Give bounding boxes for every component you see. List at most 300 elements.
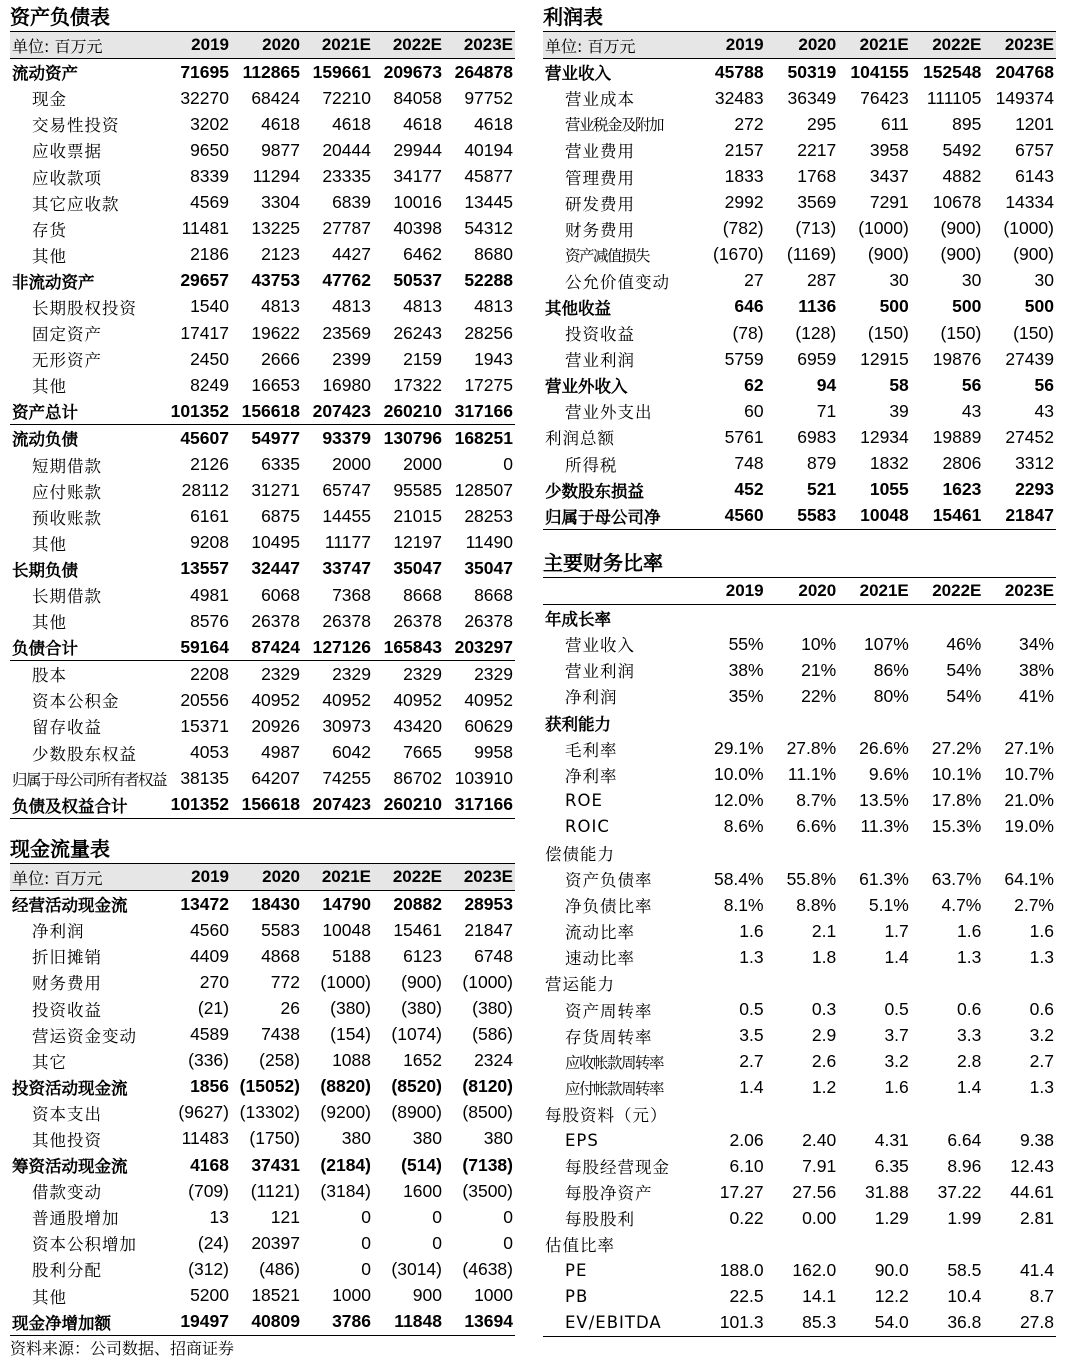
cell-value: 4813	[403, 296, 442, 317]
row-label: 短期借款	[32, 456, 102, 476]
cell-value: 22%	[801, 685, 837, 706]
row-label: 股利分配	[32, 1261, 102, 1281]
cell-value: 93379	[322, 427, 371, 448]
cell-value: 6.35	[874, 1155, 909, 1176]
cell-value: 380	[341, 1128, 371, 1149]
cell-value: 80%	[873, 685, 909, 706]
row-label: 其它	[32, 1052, 67, 1072]
cell-value	[838, 840, 911, 866]
cell-value: 209673	[383, 61, 442, 82]
year-header: 2019	[725, 581, 764, 601]
row-label: 应付账款	[32, 482, 102, 502]
cell-value: 76423	[860, 87, 909, 108]
cell-value: 646	[734, 296, 764, 317]
table-row	[543, 503, 1056, 530]
cell-value: 0.5	[884, 999, 909, 1020]
row-label: 净负债比率	[565, 897, 653, 917]
table-row	[543, 683, 1056, 709]
table-row	[543, 216, 1056, 242]
table-row	[10, 1230, 515, 1256]
table-row	[543, 1257, 1056, 1283]
year-header: 2019	[191, 35, 229, 55]
cell-value: 4560	[190, 919, 229, 940]
row-label: ROE	[565, 791, 603, 811]
cell-value: 260210	[373, 792, 444, 819]
row-label: 少数股东损益	[545, 481, 644, 501]
table-row	[10, 425, 515, 452]
row-label: 经营活动现金流	[12, 896, 128, 916]
cell-value: 32270	[180, 87, 229, 108]
cell-value: 27439	[1005, 348, 1054, 369]
row-label: 资本公积金	[32, 692, 120, 712]
cell-value: 11490	[465, 532, 513, 553]
year-header: 2021E	[859, 581, 909, 601]
cell-value: 500	[879, 296, 909, 317]
cell-value: 287	[806, 270, 837, 291]
cell-value: 2186	[190, 244, 229, 265]
cell-value: 6875	[261, 506, 300, 527]
cell-value: 34%	[1018, 633, 1054, 654]
cell-value: 23569	[322, 322, 371, 343]
year-header: 2022E	[932, 35, 982, 55]
cell-value: 156618	[231, 398, 302, 425]
cell-value: 5.1%	[868, 894, 909, 915]
cell-value: 29.1%	[713, 738, 764, 759]
row-label: 资产周转率	[565, 1001, 653, 1021]
table-row	[543, 840, 1056, 866]
unit-label: 单位: 百万元	[545, 36, 636, 56]
cell-value: 19.0%	[1004, 816, 1054, 837]
cell-value: 26378	[393, 610, 442, 631]
cell-value: (900)	[1013, 244, 1054, 265]
cell-value: 40194	[464, 139, 513, 160]
row-label: 归属于母公司净	[543, 503, 693, 530]
cell-value: 20882	[393, 893, 442, 914]
year-header: 2023E	[463, 35, 513, 55]
row-label: 其他	[32, 1287, 67, 1307]
cell-value: (1169)	[786, 244, 837, 265]
cell-value: 611	[880, 113, 909, 134]
cell-value: 5492	[942, 139, 982, 160]
table-row	[543, 892, 1056, 918]
cell-value: (7138)	[462, 1154, 513, 1175]
cell-value: 3312	[1015, 453, 1054, 474]
cell-value: 0	[361, 1258, 371, 1279]
cell-value: 40398	[393, 218, 442, 239]
table-row	[10, 661, 515, 688]
cell-value: 1600	[403, 1180, 442, 1201]
cell-value: 54977	[251, 427, 300, 448]
table-row	[543, 137, 1056, 163]
balance-sheet-title: 资产负债表	[10, 2, 515, 32]
row-label: PB	[565, 1287, 589, 1307]
cell-value: 1768	[797, 166, 837, 187]
cell-value: 13445	[464, 192, 513, 213]
cell-value: (1670)	[713, 244, 764, 265]
cell-value: 2293	[1015, 479, 1054, 500]
cell-value: 27.56	[792, 1181, 837, 1202]
cell-value: 2.7	[1029, 1051, 1054, 1072]
year-header: 2020	[798, 35, 837, 55]
cell-value: 207423	[302, 398, 373, 425]
table-row	[543, 1101, 1056, 1127]
table-header-row	[10, 32, 515, 59]
cell-value: 22.5	[729, 1286, 764, 1307]
cell-value: (380)	[401, 998, 442, 1019]
cell-value: 3.2	[884, 1051, 909, 1072]
row-label: 长期股权投资	[32, 298, 137, 318]
cell-value	[693, 970, 766, 996]
row-label: 公允价值变动	[565, 272, 670, 292]
cell-value: 35%	[728, 685, 764, 706]
cell-value: 60	[744, 400, 764, 421]
row-label: 负债及权益合计	[10, 792, 160, 819]
cell-value: 16980	[322, 374, 371, 395]
cell-value: (8820)	[320, 1076, 371, 1097]
cell-value	[911, 970, 984, 996]
cell-value: 103910	[454, 768, 513, 789]
balance-sheet-table	[10, 32, 515, 819]
cell-value: 1.3	[1029, 946, 1054, 967]
year-header: 2023E	[1004, 581, 1054, 601]
cell-value: 10016	[393, 192, 442, 213]
cell-value: 6335	[261, 454, 300, 475]
cell-value: 1.7	[884, 920, 909, 941]
table-row	[543, 398, 1056, 424]
cell-value: 1.99	[947, 1207, 982, 1228]
cell-value: 54%	[946, 659, 982, 680]
cell-value: 13694	[444, 1309, 515, 1336]
year-header: 2019	[191, 867, 229, 887]
row-label: 长期负债	[12, 560, 78, 580]
cell-value: 30	[1034, 270, 1054, 291]
cell-value: 6839	[332, 192, 371, 213]
cell-value: 3569	[797, 192, 837, 213]
cell-value: 63.7%	[931, 868, 982, 889]
cell-value	[693, 709, 766, 735]
cell-value: 204768	[995, 61, 1054, 82]
table-row	[543, 762, 1056, 788]
row-label: 营业收入	[565, 636, 635, 656]
cell-value: 36349	[787, 87, 837, 108]
cell-value: (380)	[472, 998, 513, 1019]
table-row	[543, 320, 1056, 346]
cell-value: 19876	[932, 348, 982, 369]
cell-value: 14.1	[802, 1286, 837, 1307]
table-row	[543, 1075, 1056, 1101]
cell-value: 772	[270, 971, 300, 992]
cell-value: 46%	[946, 633, 982, 654]
cell-value: 0	[503, 454, 513, 475]
cell-value: 0.3	[811, 999, 837, 1020]
row-label: EV/EBITDA	[543, 1310, 693, 1337]
cell-value: 149374	[995, 87, 1054, 108]
row-label: 利润总额	[545, 429, 615, 449]
table-row	[10, 504, 515, 530]
cell-value: 1623	[942, 479, 982, 500]
cell-value: 35047	[393, 558, 442, 579]
cell-value: 748	[734, 453, 764, 474]
cell-value	[983, 840, 1056, 866]
cell-value: 1832	[869, 453, 909, 474]
cell-value: 101352	[160, 398, 231, 425]
table-row	[543, 944, 1056, 970]
cell-value: (900)	[401, 971, 442, 992]
row-label: 长期借款	[32, 587, 102, 607]
table-row	[10, 995, 515, 1021]
cell-value: 0.00	[802, 1207, 837, 1228]
cell-value: 30	[889, 270, 909, 291]
cell-value: (78)	[732, 322, 764, 343]
cell-value: (24)	[197, 1232, 229, 1253]
cell-value: (128)	[795, 322, 837, 343]
table-row	[10, 137, 515, 163]
cell-value: 6757	[1015, 139, 1054, 160]
row-label: 财务费用	[32, 974, 102, 994]
row-label: ROIC	[565, 817, 610, 837]
table-row	[10, 917, 515, 943]
cell-value: 11483	[181, 1128, 229, 1149]
table-row	[543, 451, 1056, 477]
table-row	[10, 1204, 515, 1230]
row-label: 其他投资	[32, 1130, 102, 1150]
cell-value: 74255	[322, 768, 371, 789]
row-label: 营业外支出	[565, 403, 653, 423]
cell-value: 5188	[332, 945, 371, 966]
cell-value: 27.8%	[786, 738, 837, 759]
cell-value: 9.6%	[868, 764, 909, 785]
cell-value: 260210	[373, 398, 444, 425]
table-row	[543, 918, 1056, 944]
cell-value: 6.6%	[796, 816, 837, 837]
table-row	[10, 1074, 515, 1100]
cell-value: 121	[270, 1206, 300, 1227]
cell-value	[838, 1101, 911, 1127]
row-label: 应收票据	[32, 142, 102, 162]
cell-value: 8.96	[947, 1155, 982, 1176]
cell-value: 87424	[231, 634, 302, 661]
cell-value: 39	[889, 400, 909, 421]
table-row	[543, 657, 1056, 683]
cell-value: 2159	[403, 348, 442, 369]
table-row	[543, 1179, 1056, 1205]
row-label: 资产负债率	[565, 871, 653, 891]
table-header-row	[543, 32, 1056, 59]
row-label: 营业利润	[565, 351, 635, 371]
cell-value	[911, 1231, 984, 1257]
cell-value: 17275	[464, 374, 513, 395]
cell-value: 6161	[190, 506, 229, 527]
cell-value: 4882	[942, 166, 982, 187]
table-row	[10, 530, 515, 556]
table-row	[543, 346, 1056, 372]
row-label: 折旧摊销	[32, 948, 102, 968]
cell-value: 9650	[190, 139, 229, 160]
cell-value: 3.2	[1029, 1025, 1054, 1046]
cell-value: 40952	[393, 689, 442, 710]
cell-value	[766, 1231, 839, 1257]
table-row	[10, 943, 515, 969]
cell-value: 2123	[261, 244, 300, 265]
cell-value: 12915	[860, 348, 909, 369]
cell-value: 11848	[373, 1309, 444, 1336]
cell-value: 9208	[190, 532, 229, 553]
cell-value	[983, 1231, 1056, 1257]
cell-value: 9958	[474, 742, 513, 763]
year-header: 2020	[798, 581, 837, 601]
table-row	[10, 294, 515, 320]
cell-value: 8339	[190, 166, 229, 187]
table-row	[10, 268, 515, 294]
cell-value: 1833	[724, 166, 764, 187]
cell-value: 1540	[190, 296, 229, 317]
cell-value: 50319	[787, 61, 837, 82]
year-header: 2022E	[932, 581, 982, 601]
cell-value: 128507	[454, 480, 513, 501]
cell-value: 4560	[693, 503, 766, 530]
row-label: 现金净增加额	[10, 1309, 160, 1336]
table-row	[10, 608, 515, 634]
cell-value: 6042	[332, 742, 371, 763]
cell-value: 61.3%	[859, 868, 909, 889]
cell-value: 2329	[261, 663, 300, 684]
cell-value: 0	[361, 1206, 371, 1227]
unit-label	[543, 578, 693, 605]
cell-value: 71	[816, 400, 837, 421]
cell-value: 879	[806, 453, 837, 474]
cell-value: 6748	[474, 945, 513, 966]
cell-value: 0.6	[1029, 999, 1054, 1020]
cell-value: 10495	[251, 532, 300, 553]
cell-value: 2329	[332, 663, 371, 684]
cell-value: 4618	[474, 113, 513, 134]
table-row	[543, 424, 1056, 450]
cell-value: 2.7%	[1014, 894, 1054, 915]
cell-value	[838, 709, 911, 735]
cell-value: 15461	[393, 919, 442, 940]
year-header: 2021E	[321, 35, 371, 55]
cell-value: 31271	[251, 480, 300, 501]
cell-value: 0	[432, 1232, 442, 1253]
cell-value: 58	[889, 374, 909, 395]
cell-value: 4868	[261, 945, 300, 966]
cell-value: 1.8	[811, 946, 837, 967]
cell-value: 1055	[869, 479, 909, 500]
cell-value: 2.9	[811, 1025, 837, 1046]
cell-value: (15052)	[239, 1076, 300, 1097]
balance-sheet-panel	[10, 2, 515, 819]
cell-value: 101.3	[693, 1310, 766, 1337]
cell-value: 2208	[190, 663, 229, 684]
row-label: 存货周转率	[565, 1027, 653, 1047]
cell-value: 8.7	[1029, 1286, 1054, 1307]
table-row	[543, 1127, 1056, 1153]
cell-value: (486)	[259, 1258, 300, 1279]
cell-value: 13225	[251, 218, 300, 239]
cell-value: 2157	[724, 139, 764, 160]
cell-value: 19497	[160, 1309, 231, 1336]
row-label: 无形资产	[32, 351, 102, 371]
cell-value	[693, 1101, 766, 1127]
row-label: 其它应收款	[32, 194, 120, 214]
cell-value: 4813	[474, 296, 513, 317]
cell-value: 2217	[797, 139, 837, 160]
cell-value: (1000)	[1003, 218, 1054, 239]
row-label: PE	[565, 1260, 588, 1280]
table-row	[10, 216, 515, 242]
cell-value: (900)	[940, 218, 982, 239]
cell-value: 26243	[393, 322, 442, 343]
cell-value: 1136	[798, 296, 837, 317]
table-row	[10, 713, 515, 739]
cell-value: 12934	[860, 426, 909, 447]
cell-value: 41%	[1018, 685, 1054, 706]
table-row	[10, 1048, 515, 1074]
cell-value: 20397	[251, 1232, 300, 1253]
cell-value: 270	[199, 971, 229, 992]
cell-value: 45788	[714, 61, 764, 82]
cell-value: 40809	[231, 1309, 302, 1336]
table-row	[10, 452, 515, 478]
row-label: 固定资产	[32, 325, 102, 345]
cell-value: 111105	[926, 87, 982, 108]
cell-value: 500	[1024, 296, 1054, 317]
cell-value: 17.27	[719, 1181, 764, 1202]
cell-value: 8.7%	[796, 790, 837, 811]
table-row	[10, 687, 515, 713]
cell-value	[766, 970, 839, 996]
cell-value: 8668	[403, 584, 442, 605]
cell-value: 0	[361, 1232, 371, 1253]
cell-value: 1856	[190, 1076, 229, 1097]
cell-value	[766, 605, 839, 632]
cell-value: 500	[952, 296, 982, 317]
cell-value: 59164	[160, 634, 231, 661]
cell-value: 452	[734, 479, 764, 500]
row-label: 每股股利	[565, 1210, 635, 1230]
cell-value: 2.8	[957, 1051, 982, 1072]
cell-value: 5759	[724, 348, 764, 369]
cell-value: 33747	[322, 558, 371, 579]
cell-value: 165843	[373, 634, 444, 661]
cell-value: 15461	[911, 503, 984, 530]
row-label: 应付帐款周转率	[565, 1079, 664, 1098]
cell-value: 8.1%	[723, 894, 764, 915]
table-row	[10, 1126, 515, 1152]
cell-value: 11.3%	[860, 816, 909, 837]
cell-value: 295	[806, 113, 837, 134]
table-row	[543, 268, 1056, 294]
table-row	[543, 814, 1056, 840]
table-row	[10, 1309, 515, 1336]
cell-value: 3958	[869, 139, 909, 160]
row-label: 普通股增加	[32, 1209, 120, 1229]
cell-value: (1750)	[249, 1128, 300, 1149]
cell-value: (312)	[188, 1258, 229, 1279]
row-label: 现金	[32, 90, 67, 110]
cell-value: 28953	[464, 893, 513, 914]
cell-value: 2329	[403, 663, 442, 684]
table-row	[543, 1023, 1056, 1049]
cell-value: 4618	[332, 113, 371, 134]
cell-value: 27787	[322, 218, 371, 239]
year-header: 2021E	[859, 35, 909, 55]
row-label: 资本公积增加	[32, 1235, 137, 1255]
row-label: 其他	[32, 246, 67, 266]
table-row	[543, 631, 1056, 657]
row-label: 资本支出	[32, 1104, 102, 1124]
cell-value: 43753	[251, 270, 300, 291]
